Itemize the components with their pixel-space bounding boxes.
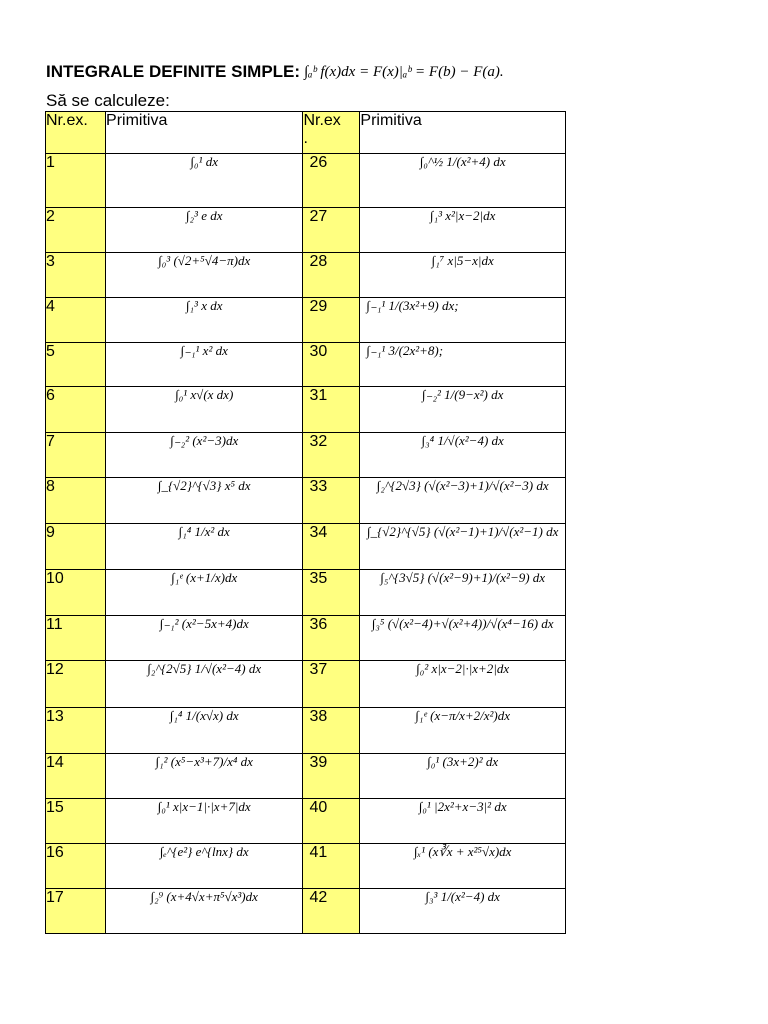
integral-formula: ∫₃³ 1/(x²−4) dx: [360, 889, 566, 934]
integral-formula: ∫₂⁹ (x+4√x+π⁵√x³)dx: [106, 889, 303, 934]
header-primitiva-right: Primitiva: [360, 112, 566, 154]
exercise-rows: [46, 154, 566, 934]
integral-formula: ∫₀² x|x−2|·|x+2|dx: [360, 661, 566, 708]
exercise-number: 7: [46, 433, 106, 478]
exercise-number: 1: [46, 154, 106, 208]
heading: [46, 52, 746, 92]
exercise-number: 37: [303, 661, 360, 708]
table-row: [46, 208, 566, 253]
integral-formula: ∫₀¹ x√(x dx): [106, 387, 303, 433]
exercise-number: 14: [46, 754, 106, 799]
integral-formula: ∫₋₁² (x²−5x+4)dx: [106, 616, 303, 661]
integral-formula: ∫₁³ x²|x−2|dx: [360, 208, 566, 253]
exercise-number: 28: [303, 253, 360, 298]
exercise-number: 12: [46, 661, 106, 708]
definition-formula: ∫ₐᵇ f(x)dx = F(x)|ₐᵇ = F(b) − F(a).: [304, 63, 504, 80]
table-row: [46, 387, 566, 433]
exercise-number: 27: [303, 208, 360, 253]
table-row: [46, 708, 566, 754]
exercise-number: 41: [303, 844, 360, 889]
table-row: [46, 298, 566, 343]
integral-formula: ∫₂^{2√5} 1/√(x²−4) dx: [106, 661, 303, 708]
table-row: [46, 754, 566, 799]
integral-formula: ∫₁³ x dx: [106, 298, 303, 343]
integral-formula: ∫₂^{2√3} (√(x²−3)+1)/√(x²−3) dx: [360, 478, 566, 524]
exercise-number: 31: [303, 387, 360, 433]
integral-formula: ∫₅^{3√5} (√(x²−9)+1)/(x²−9) dx: [360, 570, 566, 616]
table-row: [46, 661, 566, 708]
exercise-number: 6: [46, 387, 106, 433]
table-row: [46, 616, 566, 661]
table-row: [46, 570, 566, 616]
exercise-number: 40: [303, 799, 360, 844]
integral-formula: ∫₀^½ 1/(x²+4) dx: [360, 154, 566, 208]
exercise-number: 39: [303, 754, 360, 799]
exercise-number: 29: [303, 298, 360, 343]
integral-formula: ∫₃⁵ (√(x²−4)+√(x²+4))/√(x⁴−16) dx: [360, 616, 566, 661]
exercise-number: 33: [303, 478, 360, 524]
table-row: [46, 343, 566, 387]
table-row: [46, 154, 566, 208]
exercise-number: 16: [46, 844, 106, 889]
integral-formula: ∫₀¹ dx: [106, 154, 303, 208]
integral-formula: ∫₀¹ (3x+2)² dx: [360, 754, 566, 799]
exercise-number: 11: [46, 616, 106, 661]
exercise-number: 17: [46, 889, 106, 934]
exercise-number: 8: [46, 478, 106, 524]
integral-formula: ∫₋₁¹ 1/(3x²+9) dx;: [360, 298, 566, 343]
exercise-number: 5: [46, 343, 106, 387]
integral-formula: ∫_{√2}^{√5} (√(x²−1)+1)/√(x²−1) dx: [360, 524, 566, 570]
table-header-row: [46, 112, 566, 154]
exercise-number: 15: [46, 799, 106, 844]
integral-formula: ∫₋₂² (x²−3)dx: [106, 433, 303, 478]
exercise-number: 4: [46, 298, 106, 343]
integral-formula: ∫₀¹ |2x²+x−3|² dx: [360, 799, 566, 844]
instruction-text: Să se calculeze:: [46, 91, 170, 110]
exercise-number: 3: [46, 253, 106, 298]
table-row: [46, 524, 566, 570]
integral-formula: ∫ₓ¹ (x∛x + x²⁵√x)dx: [360, 844, 566, 889]
integral-formula: ∫₃⁴ 1/√(x²−4) dx: [360, 433, 566, 478]
exercise-number: 30: [303, 343, 360, 387]
integral-formula: ∫₁ᵉ (x−π/x+2/x²)dx: [360, 708, 566, 754]
header-nr-right: Nr.ex .: [303, 112, 360, 154]
exercise-number: 34: [303, 524, 360, 570]
integral-formula: ∫₋₁¹ x² dx: [106, 343, 303, 387]
integral-formula: ∫₁ᵉ (x+1/x)dx: [106, 570, 303, 616]
table-row: [46, 478, 566, 524]
exercise-number: 13: [46, 708, 106, 754]
integral-formula: ∫₋₂² 1/(9−x²) dx: [360, 387, 566, 433]
exercise-number: 2: [46, 208, 106, 253]
integral-formula: ∫₀³ (√2+⁵√4−π)dx: [106, 253, 303, 298]
exercise-number: 32: [303, 433, 360, 478]
exercise-number: 35: [303, 570, 360, 616]
page-title: INTEGRALE DEFINITE SIMPLE:: [46, 62, 301, 81]
integral-formula: ∫₋₁¹ 3/(2x²+8);: [360, 343, 566, 387]
exercise-number: 36: [303, 616, 360, 661]
integral-formula: ∫₁² (x⁵−x³+7)/x⁴ dx: [106, 754, 303, 799]
exercise-table: [45, 111, 566, 934]
exercise-number: 9: [46, 524, 106, 570]
exercise-number: 10: [46, 570, 106, 616]
table-row: [46, 799, 566, 844]
table-row: [46, 889, 566, 934]
integral-formula: ∫₁⁴ 1/(x√x) dx: [106, 708, 303, 754]
integral-formula: ∫_{√2}^{√3} x⁵ dx: [106, 478, 303, 524]
exercise-number: 38: [303, 708, 360, 754]
header-nr-left: Nr.ex.: [46, 112, 106, 154]
exercise-number: 26: [303, 154, 360, 208]
table-row: [46, 844, 566, 889]
integral-formula: ∫₁⁷ x|5−x|dx: [360, 253, 566, 298]
integral-formula: ∫₂³ e dx: [106, 208, 303, 253]
exercise-number: 42: [303, 889, 360, 934]
table-row: [46, 433, 566, 478]
integral-formula: ∫₁⁴ 1/x² dx: [106, 524, 303, 570]
integral-formula: ∫₀¹ x|x−1|·|x+7|dx: [106, 799, 303, 844]
table-row: [46, 253, 566, 298]
header-primitiva-left: Primitiva: [106, 112, 303, 154]
integral-formula: ∫ₑ^{e²} e^{lnx} dx: [106, 844, 303, 889]
